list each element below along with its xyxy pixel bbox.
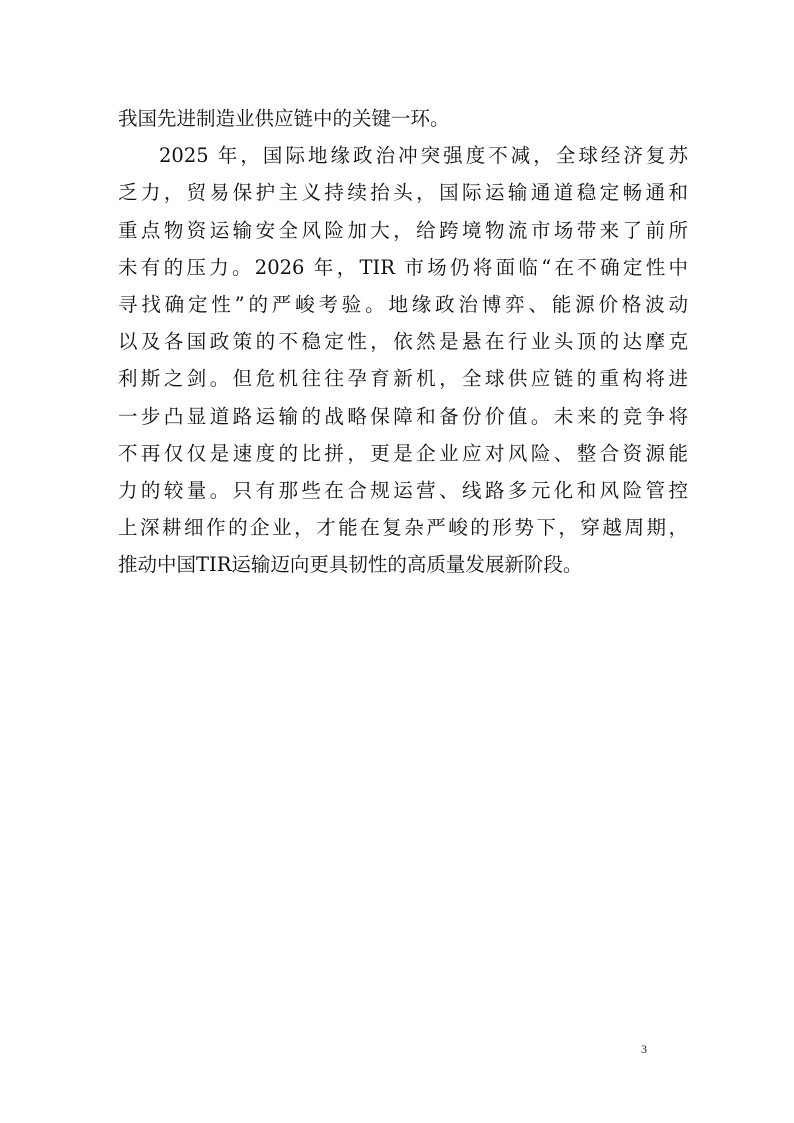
text-line-11: 力的较量。只有那些在合规运营、线路多元化和风险管控 [118,478,688,502]
text-line-2: 2025 年，国际地缘政治冲突强度不减，全球经济复苏 [159,144,688,168]
text-line-9: 一步凸显道路运输的战略保障和备份价值。未来的竞争将 [118,404,688,428]
text-line-4: 重点物资运输安全风险加大，给跨境物流市场带来了前所 [118,218,688,242]
text-line-7: 以及各国政策的不稳定性，依然是悬在行业头顶的达摩克 [118,330,688,354]
text-line-3: 乏力，贸易保护主义持续抬头，国际运输通道稳定畅通和 [118,181,688,205]
text-line-12: 上深耕细作的企业，才能在复杂严峻的形势下，穿越周期， [118,516,688,540]
body-text [118,100,688,583]
text-line-5: 未有的压力。2026 年，TIR 市场仍将面临“在不确定性中 [118,255,688,279]
page-number: 3 [641,1042,647,1056]
text-line-6: 寻找确定性”的严峻考验。地缘政治博弈、能源价格波动 [118,292,688,316]
text-line-8: 利斯之剑。但危机往往孕育新机，全球供应链的重构将进 [118,367,688,391]
text-line-1: 我国先进制造业供应链中的关键一环。 [118,107,450,130]
text-line-10: 不再仅仅是速度的比拼，更是企业应对风险、整合资源能 [118,441,688,465]
text-line-13: 推动中国TIR运输迈向更具韧性的高质量发展新阶段。 [118,553,583,577]
